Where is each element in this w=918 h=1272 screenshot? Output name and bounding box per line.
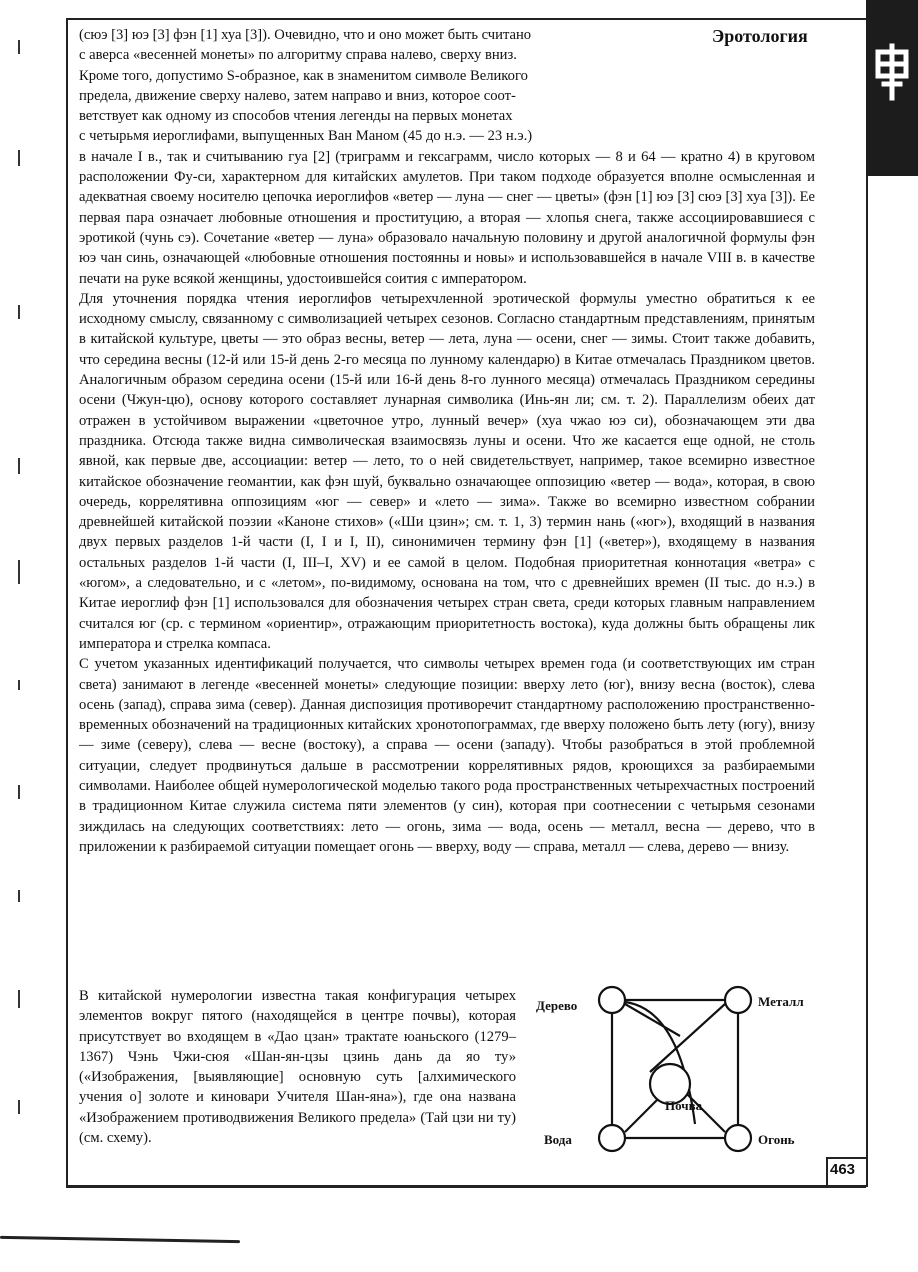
margin-mark [18,560,20,584]
node-bottom-right [725,1125,751,1151]
scan-edge-line [0,1236,240,1243]
section-glyph-icon [870,42,914,102]
page-number: 463 [830,1161,856,1178]
main-text [79,25,815,857]
label-bottom-right: Огонь [758,1132,795,1147]
edge-diag-2 [650,1004,725,1072]
paragraph-2: Для уточнения порядка чтения иероглифов четырехчленной эротической формулы уместно обратиться к ее исходному смыслу, связанному с символизацией четырех сезонов. Согласно стандартным представлениям, принятым в китайской культуре, цветы — это образ весны, ветер — лета, луна — осени, снег — зимы. Стоит также добавить, что середина весны (12-й или 15-й день 2-го месяца по лунному календарю) в Китае отмечалась Праздником цветов. Аналогичным образом середина осени (15-й или 16-й день 8-го лунного месяца) отмечалась Праздником середины осени (Чжун-цю), основу которого составляет лунарная символика (Инь-ян ли; см. т. 2). Параллелизм обеих дат отражен в устойчивом выражении «цветочное утро, лунный вечер» (хуа чжао юэ си), обозначающем эти два праздника. Отсюда также видна символическая взаимосвязь луны и осени. Что же касается еще одной, не столь явной, как первые две, ассоциации: ветер — лето, то о ней свидетельствует, например, такое всемирно известное китайское обозначение геомантии, как фэн шуй, буквально означающее оппозицию «ветер — вода», которая, в свою очередь, коррелятивна оппозициям «юг — север» и «лето — зима». Также во всемирно известном собрании древнейшей китайской поэзии «Каноне стихов» («Ши цзин»; см. т. 1, 3) термин нань («юг»), входящий в названия двух первых разделов 1-й части (I, I и I, II), синонимичен термину фэн [1] («ветер»), входящему в названия остальных разделов 1-й части (I, III–I, XV) и ее самой в целом. Подобная приоритетная коннотация «ветра» с «югом», а следовательно, и с «летом», по-видимому, основана на том, что с древнейших времен (II тыс. до н.э.) в Китае иероглиф фэн [1] использовался для обозначения четырех стран света, среди которых главным направлением считался юг (ср. с термином «ориентир», отражающим приоритетность востока), куда должны быть обращены лик императора и стрелка компаса. [79,290,815,652]
paragraph-4: В китайской нумерологии известна такая конфигурация четырех элементов вокруг пятого (находящейся в центре почвы), которая присутствует во входящем в «Дао цзан» трактате юаньского (1279–1367) Чэнь Чжи-сюя «Шан-ян-цзы цзинь дань да яо ту» («Изображения, [выявляющие] основную суть [алхимического учения о] золоте и киновари Учителя Шан-яна»), где она названа «Изображением противодвижения Великого предела» (Тай цзи ни ту) (см. схему). [79,988,516,1147]
section-tab [866,0,918,176]
label-bottom-left: Вода [544,1132,572,1147]
section-title: Эротология [712,26,808,46]
text-line: с четырьмя иероглифами, выпущенных Ван Маном (45 до н.э. — 23 н.э.) [79,128,533,145]
margin-mark [18,150,20,166]
margin-mark [18,305,20,319]
paragraph-1-narrow [79,25,634,147]
margin-mark [18,458,20,474]
label-top-right: Металл [758,994,804,1009]
node-top-right [725,987,751,1013]
text-line: предела, движение сверху налево, затем направо и вниз, которое соот- [79,87,516,104]
text-line: ветствует как одному из способов чтения легенды на первых монетах [79,108,513,125]
margin-mark [18,990,20,1008]
text-line: с аверса «весенней монеты» по алгоритму справа налево, сверху вниз. [79,47,517,64]
margin-mark [18,40,20,54]
text-line: Кроме того, допустимо S-образное, как в знаменитом символе Великого [79,67,528,84]
page-frame-bottom [66,1186,866,1188]
node-bottom-left [599,1125,625,1151]
edge-diag-1 [625,1004,680,1036]
margin-mark [18,785,20,799]
five-elements-diagram [530,984,820,1160]
label-center: Почва [665,1098,703,1113]
paragraph-3: С учетом указанных идентификаций получается, что символы четырех времен года (и соответствующих им стран света) занимают в легенде «весенней монеты» следующие позиции: вверху лето (юг), внизу весна (восток), слева осень (запад), справа зима (север). Данная диспозиция противоречит стандартному расположению пространственно-временных обозначений на традиционных китайских хронотопограммах, где вверху положено быть лету (югу), внизу — зиме (северу), слева — весне (востоку), а справа — осени (западу). Чтобы разобраться в этой проблемной ситуации, следует продвинуться дальше в рассмотрении коррелятивных рядов, кроющихся за разбираемыми символами. Наиболее общей нумерологической моделью такого рода пространственных четырехчастных построений в традиционном Китае служила система пяти элементов (у син), которая при соотнесении с четырьмя сезонами зиждилась на следующих соответствиях: лето — огонь, зима — вода, осень — металл, весна — дерево, что в приложении к разбираемой ситуации помещает огонь — вверху, воду — справа, металл — слева, дерево — внизу. [79,656,815,855]
margin-mark [18,890,20,902]
label-top-left: Дерево [536,998,578,1013]
margin-mark [18,1100,20,1114]
node-top-left [599,987,625,1013]
text-line: (сюэ [3] юэ [3] фэн [1] хуа [3]). Очевидно, что и оно может быть считано [79,27,532,43]
paragraph-1: в начале I в., так и считыванию гуа [2] (триграмм и гексаграмм, число которых — 8 и 64 — кратно 4) в круговом расположении Фу-си, характерном для китайских амулетов. При таком подходе образуется вполне осмысленная и адекватная своему носителю цепочка иероглифов «ветер — луна — снег — цветы» (фэн [1] юэ [3] сюэ [3] хуа [3]). Ее первая пара означает любовные отношения и проституцию, а вторая — хлопья снега, также ассоциировавшиеся с эротикой (чунь сэ). Сочетание «ветер — луна» образовало начальную половину и другой аналогичной формулы фэн юэ чан синь, означающей «любовные отношения постоянны и новы» и использовавшейся в начале VIII в. в качестве печати на руке всякой женщины, удостоившейся соития с императором. [79,148,815,287]
margin-mark [18,680,20,690]
